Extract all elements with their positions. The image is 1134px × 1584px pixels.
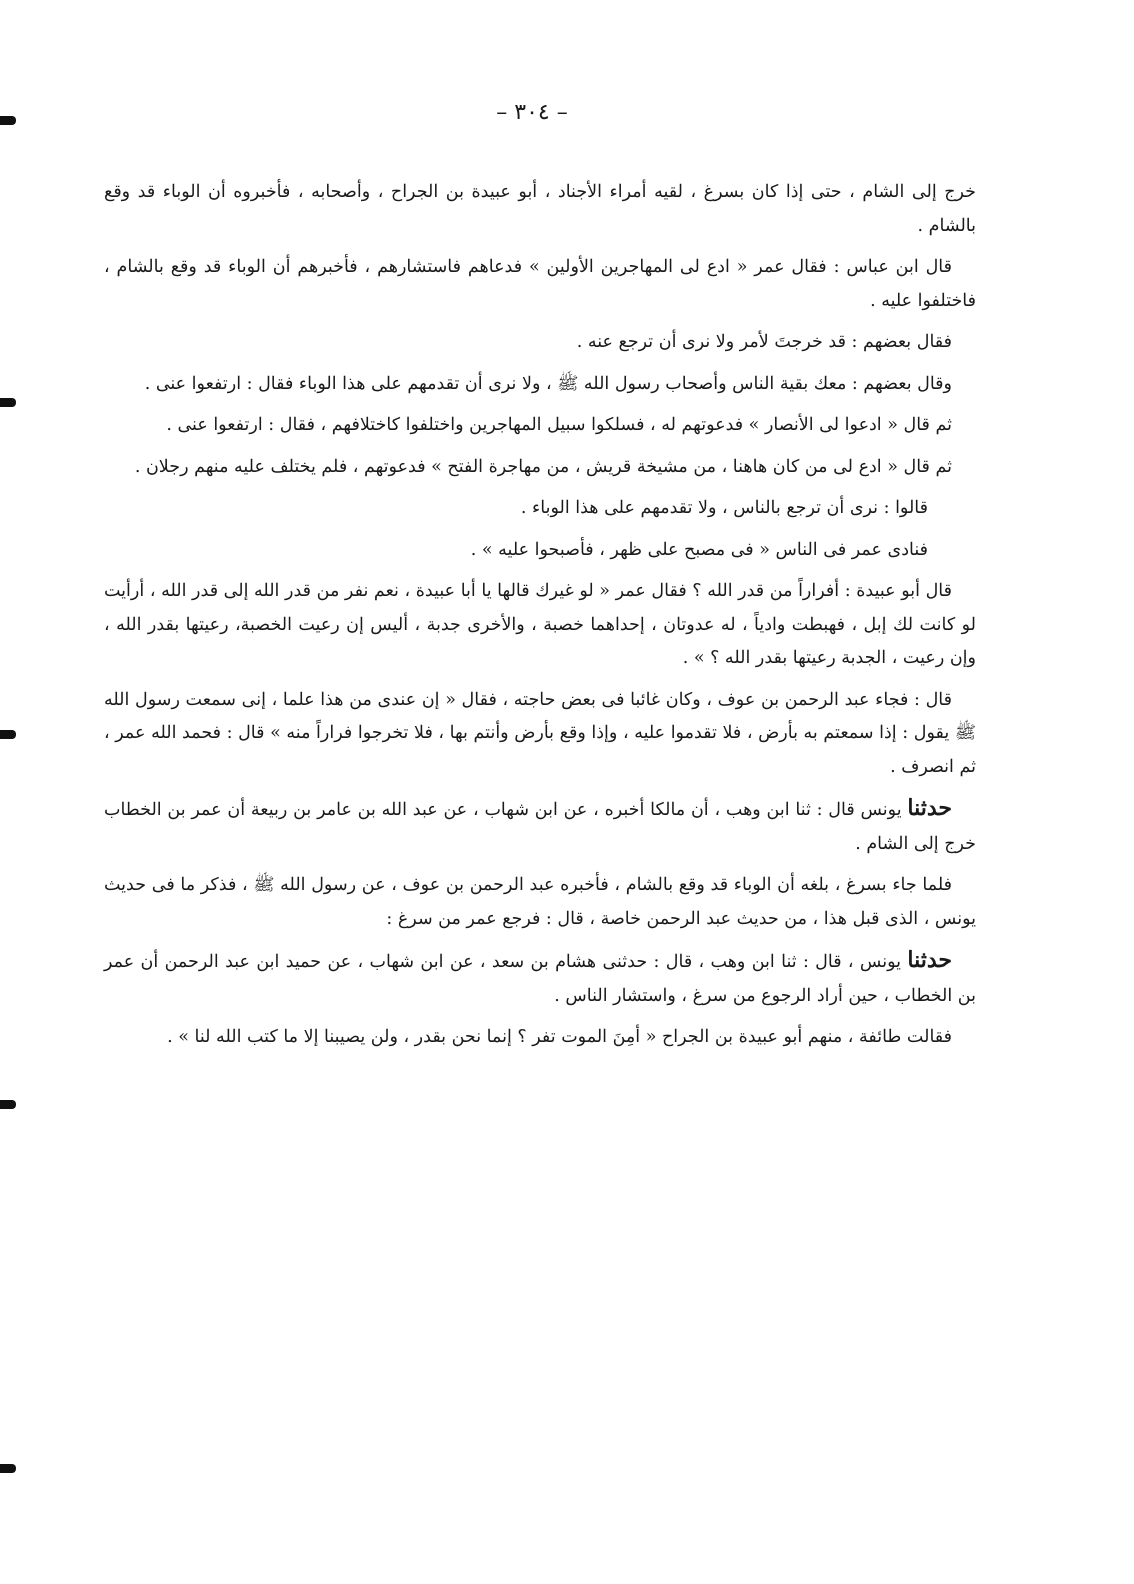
- paragraph-text: خرج إلى الشام ، حتى إذا كان بسرغ ، لقيه أمراء الأجناد ، أبو عبيدة بن الجراح ، وأصحابه ، فأخبروه أن الوباء قد وقع بالشام .: [104, 182, 976, 236]
- paragraph: [104, 368, 976, 402]
- paragraph: [104, 944, 976, 1013]
- paragraph-text: يونس قال : ثنا ابن وهب ، أن مالكا أخبره ، عن ابن شهاب ، عن عبد الله بن عامر بن ربيعة أن عمر بن الخطاب خرج إلى الشام .: [104, 800, 976, 854]
- paragraph: [104, 176, 976, 243]
- paragraph: [104, 451, 976, 485]
- paragraph-text: قال أبو عبيدة : أفراراً من قدر الله ؟ فقال عمر « لو غيرك قالها يا أبا عبيدة ، نعم نفر من قدر الله إلى قدر الله ، أرأيت لو كانت لك إبل ، فهبطت وادياً ، له عدوتان ، إحداهما خصبة ، والأخرى جدبة ، أليس إن رعيت الخصبة، رعيتها بقدر الله ، وإن رعيت ، الجدبة رعيتها بقدر الله ؟ » .: [104, 581, 976, 668]
- hadith-chain-heading: حدثنا: [907, 947, 952, 973]
- page-number: – ٣٠٤ –: [496, 100, 568, 125]
- paragraph: [104, 409, 976, 443]
- margin-tab-mark: [0, 398, 16, 407]
- paragraph-text: فقال بعضهم : قد خرجتَ لأمر ولا نرى أن ترجع عنه .: [576, 332, 952, 352]
- margin-tab-mark: [0, 1464, 16, 1473]
- hadith-chain-heading: حدثنا: [907, 795, 952, 821]
- paragraph: [104, 492, 976, 526]
- paragraph-text: فلما جاء بسرغ ، بلغه أن الوباء قد وقع بالشام ، فأخبره عبد الرحمن بن عوف ، عن رسول الله ﷺ ، فذكر ما فى حديث يونس ، الذى قبل هذا ، من حديث عبد الرحمن خاصة ، قال : فرجع عمر من سرغ :: [104, 875, 976, 929]
- margin-tab-mark: [0, 1100, 16, 1109]
- paragraph-text: قالوا : نرى أن ترجع بالناس ، ولا تقدمهم على هذا الوباء .: [520, 498, 928, 518]
- paragraph-text: فنادى عمر فى الناس « فى مصبح على ظهر ، فأصبحوا عليه » .: [470, 539, 928, 560]
- paragraph: [104, 1021, 976, 1055]
- paragraph-text: وقال بعضهم : معك بقية الناس وأصحاب رسول الله ﷺ ، ولا نرى أن تقدمهم على هذا الوباء فقال : ارتفعوا عنى .: [144, 373, 952, 394]
- paragraph-text: قال : فجاء عبد الرحمن بن عوف ، وكان غائبا فى بعض حاجته ، فقال « إن عندى من هذا علما ، إنى سمعت رسول الله ﷺ يقول : إذا سمعتم به بأرض ، فلا تقدموا عليه ، وإذا وقع بأرض وأنتم بها ، فلا تخرجوا فراراً منه » قال : فحمد الله عمر ، ثم انصرف .: [104, 689, 976, 777]
- paragraph: [104, 251, 976, 318]
- paragraph-text: ثم قال « ادعوا لى الأنصار » فدعوتهم له ، فسلكوا سبيل المهاجرين واختلفوا كاختلافهم ، فقال : ارتفعوا عنى .: [166, 415, 952, 435]
- margin-tab-mark: [0, 730, 16, 739]
- paragraph: [104, 684, 976, 785]
- paragraph-text: يونس ، قال : ثنا ابن وهب ، قال : حدثنى هشام بن سعد ، عن ابن شهاب ، عن حميد ابن عبد الرحمن أن عمر بن الخطاب ، حين أراد الرجوع من سرغ ، واستشار الناس .: [104, 952, 976, 1006]
- paragraph-text: قال ابن عباس : فقال عمر « ادع لى المهاجرين الأولين » فدعاهم فاستشارهم ، فأخبرهم أن الوباء قد وقع بالشام ، فاختلفوا عليه .: [104, 257, 976, 311]
- paragraph: [104, 534, 976, 568]
- paragraph-text: ثم قال « ادع لى من كان هاهنا ، من مشيخة قريش ، من مهاجرة الفتح » فدعوتهم ، فلم يختلف عليه منهم رجلان .: [134, 456, 952, 477]
- paragraph: [104, 792, 976, 861]
- paragraph: [104, 326, 976, 360]
- paragraph: [104, 869, 976, 936]
- body-text: [104, 176, 976, 1063]
- paragraph-text: فقالت طائفة ، منهم أبو عبيدة بن الجراح « أمِنَ الموت تفر ؟ إنما نحن بقدر ، ولن يصيبنا إلا ما كتب الله لنا » .: [167, 1027, 952, 1047]
- paragraph: [104, 575, 976, 676]
